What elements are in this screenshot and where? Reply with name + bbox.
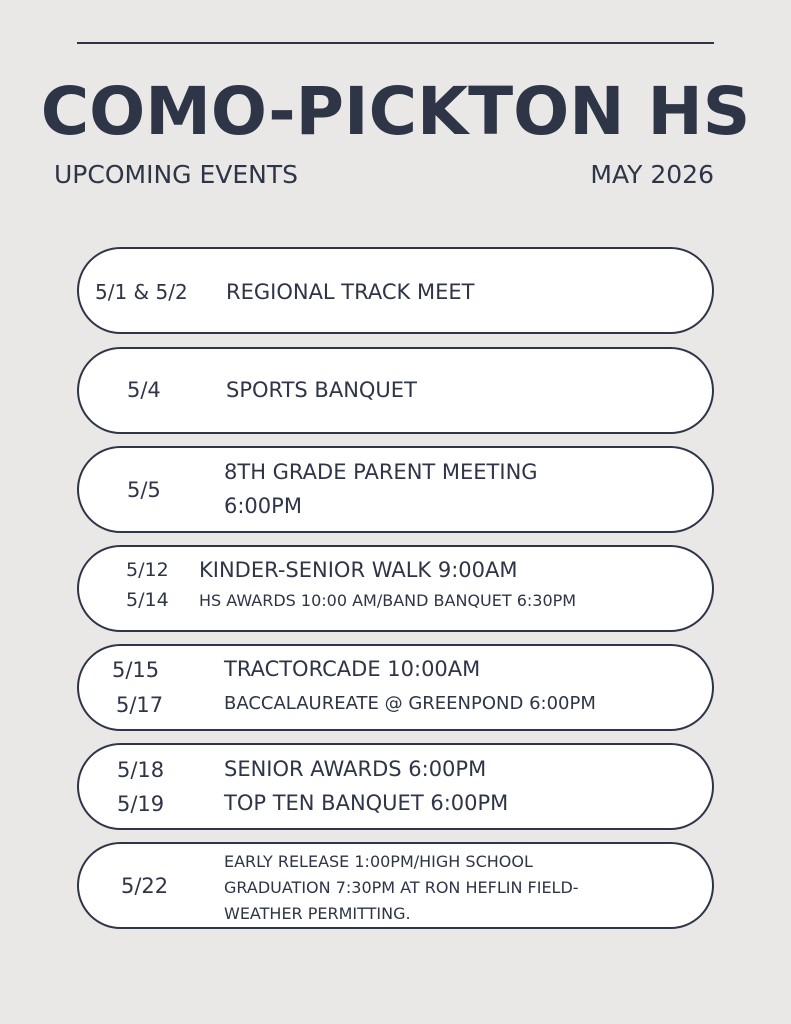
subtitle-upcoming-events: UPCOMING EVENTS: [54, 160, 299, 189]
page-title: COMO-PICKTON HS: [40, 73, 751, 150]
event-date: 5/22: [121, 874, 169, 898]
event-text: 8TH GRADE PARENT MEETING: [224, 460, 538, 484]
event-date: 5/4: [127, 378, 161, 402]
event-card: [77, 347, 714, 434]
subtitle-month: MAY 2026: [590, 160, 714, 189]
event-date: 5/15: [112, 658, 160, 682]
event-text: TRACTORCADE 10:00AM: [224, 657, 481, 681]
event-date: 5/5: [127, 478, 161, 502]
event-text: 6:00PM: [224, 494, 302, 518]
event-date: 5/17: [116, 693, 164, 717]
event-card: [77, 842, 714, 929]
event-text: GRADUATION 7:30PM AT RON HEFLIN FIELD-: [224, 878, 579, 897]
event-text: HS AWARDS 10:00 AM/BAND BANQUET 6:30PM: [199, 591, 577, 610]
event-card: [77, 743, 714, 830]
event-card: [77, 247, 714, 334]
event-card: [77, 446, 714, 533]
event-text: KINDER-SENIOR WALK 9:00AM: [199, 558, 518, 582]
event-date: 5/14: [126, 589, 169, 611]
event-text: WEATHER PERMITTING.: [224, 904, 411, 923]
event-text: REGIONAL TRACK MEET: [226, 280, 475, 304]
event-text: SENIOR AWARDS 6:00PM: [224, 757, 487, 781]
event-card: [77, 545, 714, 632]
event-date: 5/12: [126, 559, 169, 581]
event-text: TOP TEN BANQUET 6:00PM: [224, 791, 509, 815]
top-divider: [77, 42, 714, 44]
event-text: BACCALAUREATE @ GREENPOND 6:00PM: [224, 693, 596, 714]
event-date: 5/19: [117, 792, 165, 816]
event-date: 5/18: [117, 758, 165, 782]
event-date: 5/1 & 5/2: [95, 280, 188, 304]
event-text: SPORTS BANQUET: [226, 378, 417, 402]
event-card: [77, 644, 714, 731]
event-text: EARLY RELEASE 1:00PM/HIGH SCHOOL: [224, 852, 533, 871]
